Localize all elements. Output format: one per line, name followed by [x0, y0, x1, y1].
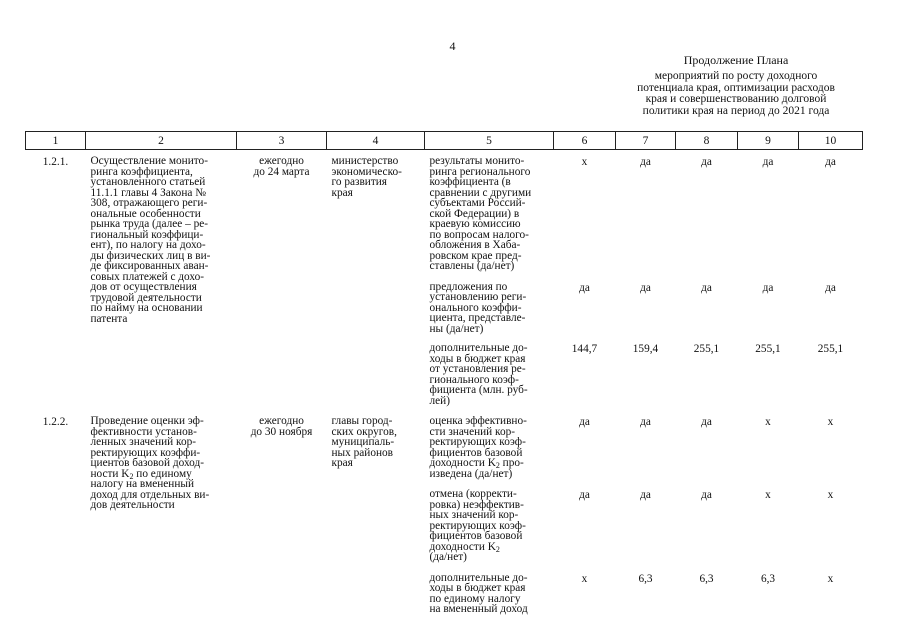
page-number: 4	[449, 39, 456, 53]
value-cell: х	[581, 156, 588, 168]
text-line: де фиксированных аван-	[90, 260, 209, 272]
table-row	[26, 150, 863, 272]
continuation-label: Продолжение Плана	[683, 53, 789, 67]
text-fragment: доходности K	[429, 457, 496, 469]
text-line: края	[331, 457, 353, 469]
value-cell: 255,1	[755, 343, 781, 355]
text-line: циента, представле-	[429, 312, 526, 324]
deadline-cell	[237, 150, 327, 407]
text-line: фициента (млн. руб-	[429, 384, 528, 396]
text-line: субъектами Россий-	[429, 197, 526, 209]
k-subscript: 2	[129, 471, 134, 481]
caption-line: края и совершенствованию долговой	[645, 93, 827, 105]
text-line: ставлены (да/нет)	[429, 260, 515, 272]
deadline-cell	[237, 406, 327, 615]
text-line: Осуществление монито-	[90, 155, 208, 167]
text-line: ринга коэффициента,	[90, 165, 193, 178]
text-line: совых платежей с дохо-	[90, 270, 205, 283]
item-number: 1.2.1.	[42, 156, 69, 168]
text-line: рынка труда (далее – ре-	[90, 218, 209, 230]
text-line: 11.1.1 главы 4 Закона №	[90, 186, 206, 199]
indicator-cell	[425, 334, 554, 406]
header-row	[26, 132, 863, 150]
plan-table	[25, 131, 863, 615]
value-cell: да	[640, 489, 651, 501]
text-line: экономическо-	[331, 165, 402, 178]
value-cell: да	[640, 156, 651, 168]
text-line: изведена (да/нет)	[429, 467, 513, 480]
activity-cell	[86, 150, 237, 407]
text-line: главы город-	[331, 415, 393, 427]
value-cell: х	[581, 572, 588, 585]
k-subscript: 2	[495, 461, 500, 470]
indicator-cell	[425, 479, 554, 563]
value-cell: да	[701, 281, 712, 294]
value-cell: 144,7	[571, 343, 598, 355]
k-subscript: 2	[495, 544, 500, 554]
value-cell: 6,3	[760, 572, 776, 585]
text-line: на вмененный доход	[429, 603, 528, 615]
text-line: гиональный коэффици-	[90, 228, 204, 241]
value-cell: да	[701, 156, 712, 168]
text-line: по вопросам налого-	[429, 228, 529, 241]
value-cell: да	[701, 489, 712, 501]
activity-cell	[86, 406, 237, 615]
col-header: 8	[676, 132, 738, 150]
value-cell: да	[579, 416, 590, 428]
text-line: Проведение оценки эф-	[90, 415, 204, 427]
text-line: (да/нет)	[429, 551, 467, 563]
text-line: муниципаль-	[331, 436, 395, 448]
value-cell: да	[762, 156, 774, 168]
text-line: ны (да/нет)	[429, 322, 484, 335]
text-line: ежегодно	[259, 415, 304, 427]
plan-caption	[600, 71, 872, 117]
caption-line: политики края на период до 2021 года	[642, 104, 830, 117]
value-cell: да	[579, 281, 590, 294]
value-cell: 159,4	[632, 343, 659, 355]
text-fragment: доходности K	[429, 540, 496, 553]
text-line: ональные особенности	[90, 207, 201, 220]
value-cell: да	[701, 416, 712, 428]
text-line: результаты монито-	[429, 155, 525, 167]
value-cell: 255,1	[693, 343, 720, 355]
text-line: дополнительные до-	[429, 342, 528, 354]
item-number: 1.2.2.	[42, 416, 69, 428]
text-line: предложения по	[429, 280, 508, 293]
text-line: ных значений кор-	[429, 509, 519, 521]
value-cell: да	[640, 416, 651, 428]
text-line: ринга регионального	[429, 165, 531, 178]
text-line: доход для отдельных ви-	[90, 488, 210, 501]
value-cell: да	[579, 489, 590, 501]
value-cell: да	[825, 156, 836, 168]
col-header: 7	[616, 132, 676, 150]
text-line: отмена (корректи-	[429, 488, 517, 500]
text-line: ских округов,	[331, 425, 397, 438]
caption-line: потенциала края, оптимизации расходов	[637, 81, 835, 94]
executor-cell	[327, 150, 425, 407]
text-line: по единому налогу	[429, 592, 521, 605]
text-line: ской Федерации) в	[429, 207, 520, 220]
text-line: ровском крае пред-	[429, 249, 522, 262]
col-header: 2	[86, 132, 237, 150]
col-header: 4	[327, 132, 425, 150]
indicator-cell	[425, 272, 554, 335]
text-fragment: ности K	[90, 467, 130, 480]
text-line: ровка) неэффектив-	[429, 498, 524, 511]
text-line: ректирующих коэффи-	[90, 446, 201, 459]
text-line: установленного статьей	[90, 176, 206, 188]
col-header: 1	[26, 132, 86, 150]
text-line: ды физических лиц в ви-	[90, 249, 211, 262]
text-line: патента	[90, 312, 128, 325]
value-cell: 255,1	[817, 343, 844, 355]
text-line: гионального коэф-	[429, 373, 519, 386]
value-cell: да	[640, 281, 651, 294]
text-line: ент), по налогу на дохо-	[90, 239, 206, 251]
text-line: циентов базовой доход-	[90, 457, 204, 469]
indicator-cell	[425, 563, 554, 615]
indicator-cell	[425, 150, 554, 272]
text-line: дополнительные до-	[429, 571, 528, 584]
text-line: до 30 ноября	[250, 425, 313, 438]
text-line: фективности установ-	[90, 425, 197, 438]
text-line: 308, отражающего реги-	[90, 197, 208, 209]
text-line: обложения в Хаба-	[429, 239, 521, 251]
text-line: краевую комиссию	[429, 218, 521, 230]
text-line: лей)	[429, 394, 450, 407]
text-line: коэффициента (в	[429, 176, 511, 188]
text-line: налогу на вмененный	[90, 478, 195, 490]
executor-cell	[327, 406, 425, 615]
text-line: дов деятельности	[90, 499, 175, 511]
table-row	[26, 406, 863, 479]
text-line: ходы в бюджет края	[429, 582, 526, 594]
text-line: установлению реги-	[429, 291, 527, 303]
col-header: 3	[237, 132, 327, 150]
value-cell: 6,3	[638, 572, 653, 585]
text-line: сравнении с другими	[429, 186, 532, 199]
col-header: 6	[554, 132, 616, 150]
text-line: ректирующих коэф-	[429, 519, 526, 532]
text-line: ленных значений кор-	[90, 436, 197, 448]
text-fragment: про-	[499, 457, 524, 469]
value-cell: х	[827, 489, 834, 501]
text-line: по найму на основании	[90, 302, 203, 314]
value-cell: да	[825, 281, 836, 294]
text-line: края	[331, 186, 353, 199]
value-cell: да	[762, 281, 774, 294]
text-line: фициентов базовой	[429, 530, 523, 542]
value-cell: 6,3	[699, 572, 714, 585]
text-line: онального коэффи-	[429, 301, 522, 314]
text-line: ных районов	[331, 446, 393, 459]
text-line: до 24 марта	[253, 165, 310, 178]
col-header: 10	[799, 132, 863, 150]
col-header: 5	[425, 132, 554, 150]
value-cell: х	[765, 489, 771, 501]
caption-line: мероприятий по росту доходного	[654, 70, 818, 82]
value-cell: х	[827, 416, 834, 428]
text-fragment: по единому	[133, 467, 192, 480]
text-line: от установления ре-	[429, 363, 526, 375]
text-line	[430, 458, 554, 469]
text-line: оценка эффективно-	[429, 415, 527, 427]
text-line: ректирующих коэф-	[429, 436, 526, 448]
text-line: фициентов базовой	[429, 446, 523, 459]
text-line: го развития	[331, 176, 388, 188]
value-cell: х	[827, 572, 834, 585]
indicator-cell	[425, 406, 554, 479]
col-header: 9	[738, 132, 799, 150]
text-line: министерство	[331, 155, 399, 167]
text-line: сти значений кор-	[429, 425, 516, 438]
text-line: ходы в бюджет края	[429, 352, 526, 365]
text-line: ежегодно	[259, 155, 304, 167]
text-line: дов от осуществления	[90, 281, 197, 293]
value-cell: х	[765, 416, 771, 428]
text-line: трудовой деятельности	[90, 291, 202, 304]
